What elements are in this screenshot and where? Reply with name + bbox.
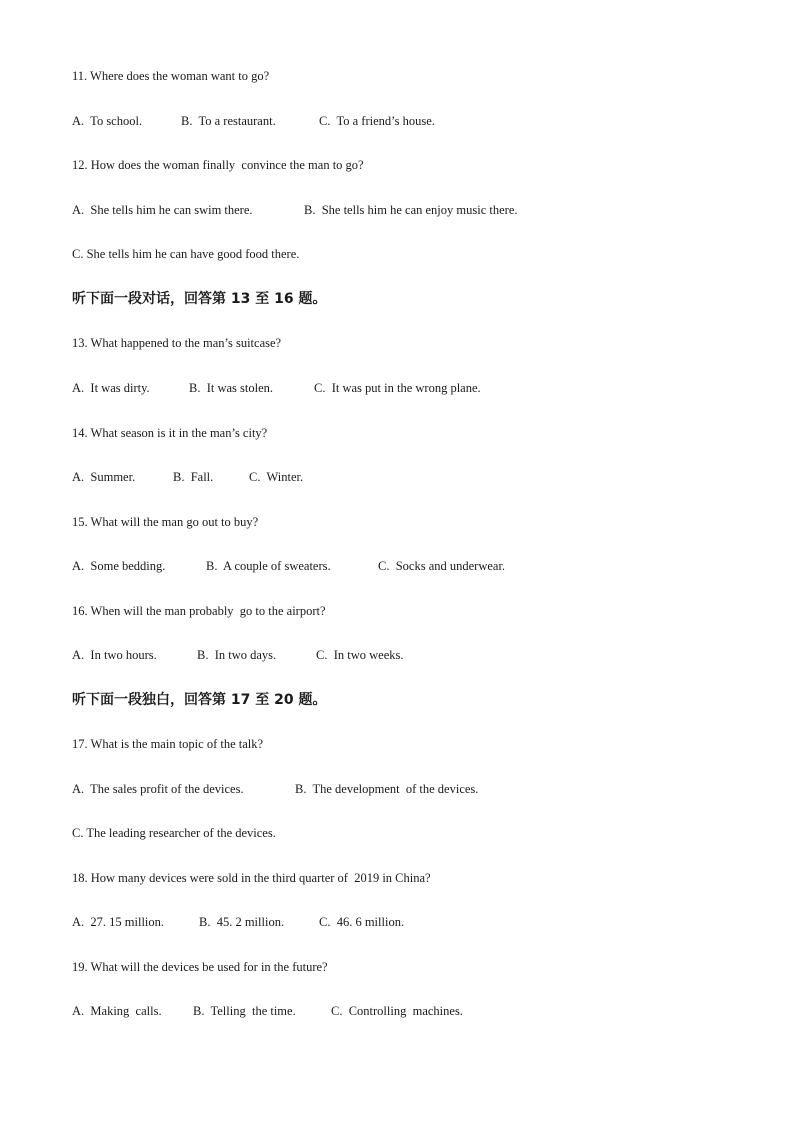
- question-14-option-b: B. Fall.: [173, 470, 214, 484]
- question-19-option-a: A. Making calls.: [72, 1004, 162, 1018]
- question-13-option-a: A. It was dirty.: [72, 381, 150, 395]
- question-12-option-a: A. She tells him he can swim there.: [72, 203, 253, 217]
- question-16-stem: 16. When will the man probably go to the airport?: [72, 604, 326, 618]
- question-14-option-c: C. Winter.: [249, 470, 304, 484]
- question-13-stem: 13. What happened to the man’s suitcase?: [72, 336, 282, 350]
- question-19-option-c: C. Controlling machines.: [331, 1004, 463, 1018]
- question-14-option-a: A. Summer.: [72, 470, 136, 484]
- question-19-stem: 19. What will the devices be used for in the future?: [72, 960, 328, 974]
- question-16-option-a: A. In two hours.: [72, 648, 157, 662]
- question-12-option-c: C. She tells him he can have good food there.: [72, 247, 300, 261]
- question-18-option-c: C. 46. 6 million.: [319, 915, 405, 929]
- section-heading-13-16: 听下面一段对话，回答第 13 至 16 题。: [72, 291, 327, 307]
- question-11-option-c: C. To a friend’s house.: [319, 114, 435, 128]
- question-18-option-b: B. 45. 2 million.: [199, 915, 285, 929]
- question-14-stem: 14. What season is it in the man’s city?: [72, 426, 268, 440]
- question-15-option-a: A. Some bedding.: [72, 559, 166, 573]
- question-12-stem: 12. How does the woman finally convince the man to go?: [72, 158, 364, 172]
- question-15-option-b: B. A couple of sweaters.: [206, 559, 331, 573]
- question-11-option-a: A. To school.: [72, 114, 143, 128]
- question-11-option-b: B. To a restaurant.: [181, 114, 276, 128]
- question-13-option-c: C. It was put in the wrong plane.: [314, 381, 481, 395]
- question-15-option-c: C. Socks and underwear.: [378, 559, 506, 573]
- question-17-option-b: B. The development of the devices.: [295, 782, 479, 796]
- question-17-option-a: A. The sales profit of the devices.: [72, 782, 244, 796]
- section-heading-17-20: 听下面一段独白，回答第 17 至 20 题。: [72, 692, 327, 708]
- question-16-option-b: B. In two days.: [197, 648, 277, 662]
- question-18-option-a: A. 27. 15 million.: [72, 915, 165, 929]
- question-18-stem: 18. How many devices were sold in the third quarter of 2019 in China?: [72, 871, 431, 885]
- question-19-option-b: B. Telling the time.: [193, 1004, 296, 1018]
- question-16-option-c: C. In two weeks.: [316, 648, 404, 662]
- question-15-stem: 15. What will the man go out to buy?: [72, 515, 259, 529]
- question-13-option-b: B. It was stolen.: [189, 381, 274, 395]
- question-11-stem: 11. Where does the woman want to go?: [72, 69, 270, 83]
- question-12-option-b: B. She tells him he can enjoy music there.: [304, 203, 518, 217]
- question-17-stem: 17. What is the main topic of the talk?: [72, 737, 264, 751]
- question-17-option-c: C. The leading researcher of the devices.: [72, 826, 276, 840]
